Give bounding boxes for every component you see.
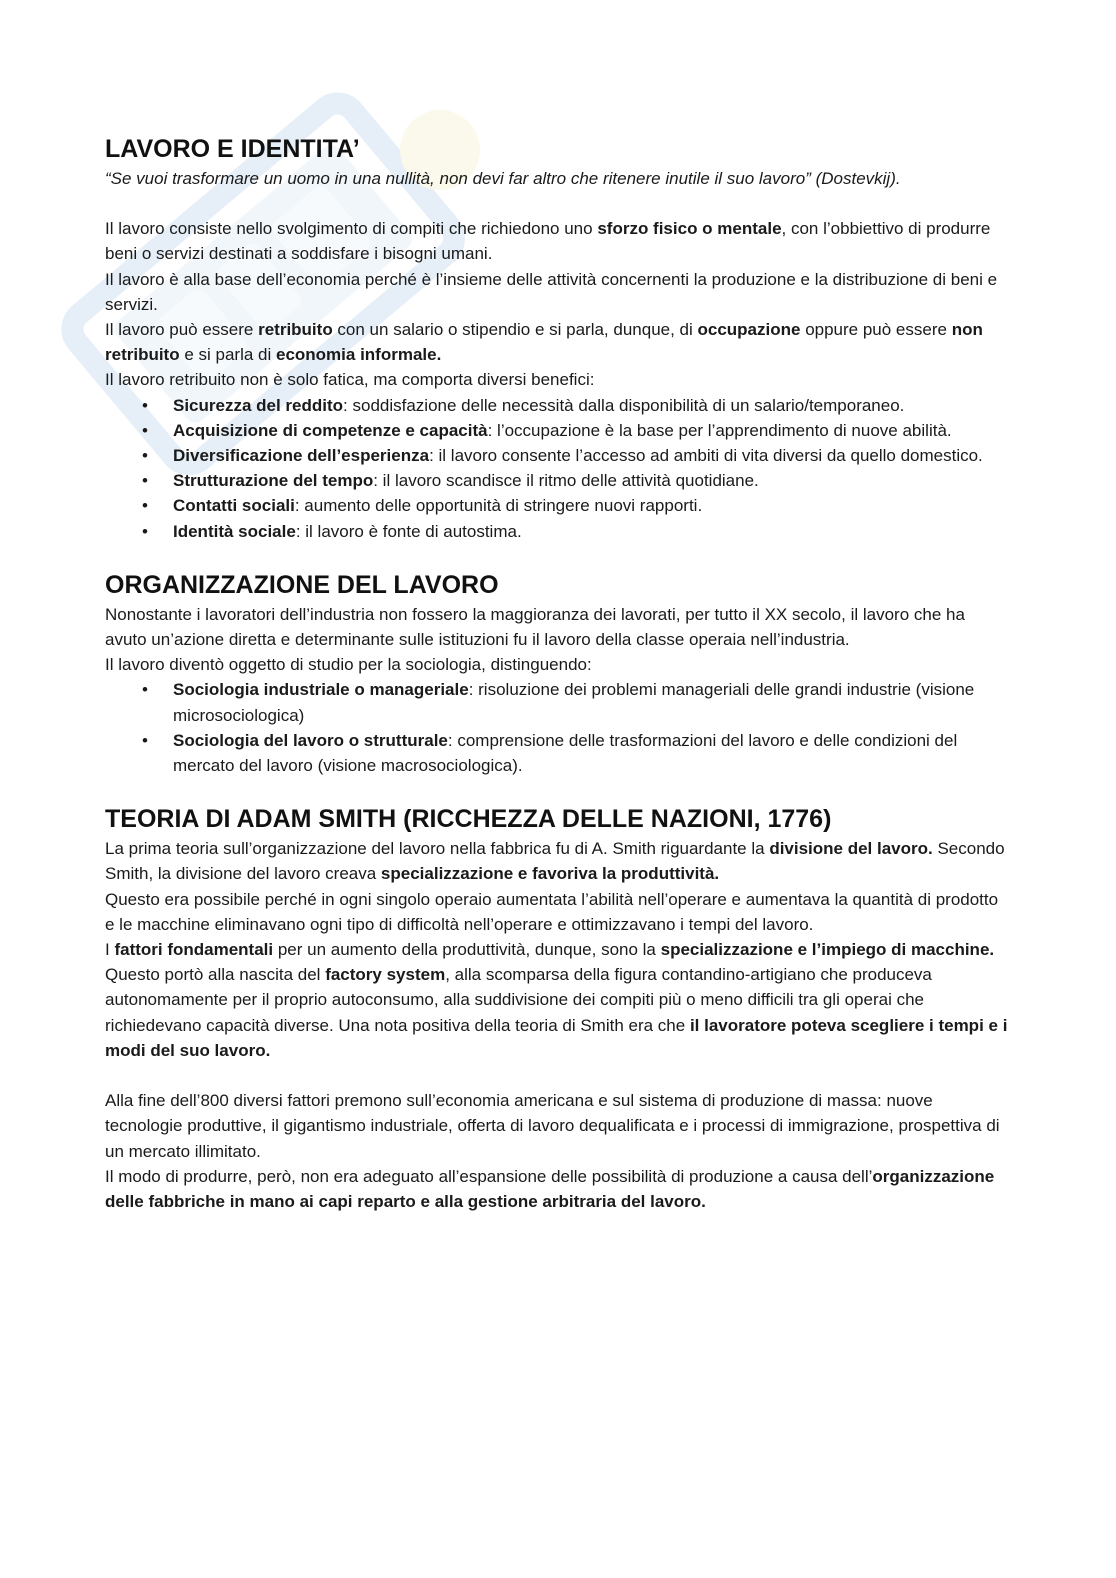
bullet-icon: • <box>142 496 148 516</box>
paragraph: Il lavoro è alla base dell’economia perché è l’insieme delle attività concernenti la produzione e la distribuzione di beni e servizi. <box>105 269 998 314</box>
bullet-icon: • <box>142 420 148 440</box>
list-item: • Contatti sociali: aumento delle opportunità di stringere nuovi rapporti. <box>105 493 1010 518</box>
benefits-list <box>105 393 1010 544</box>
paragraph: Questo portò alla nascita del factory system, alla scomparsa della figura contandino-artigiano che produceva autonomamente per il proprio autoconsumo, alla suddivisione dei compiti più o meno difficili tra gli operai che richiedevano capacità diverse. Una nota positiva della teoria di Smith era che il lavoratore poteva scegliere i tempi e i modi del suo lavoro. <box>105 965 1008 1060</box>
sociology-list <box>105 677 1010 778</box>
bullet-icon: • <box>142 521 148 541</box>
bullet-icon: • <box>142 730 148 750</box>
paragraph: Il lavoro consiste nello svolgimento di compiti che richiedono uno sforzo fisico o mentale, con l’obbiettivo di produrre beni o servizi destinati a soddisfare i bisogni umani. <box>105 219 991 264</box>
list-item: • Sociologia del lavoro o strutturale: comprensione delle trasformazioni del lavoro e delle condizioni del mercato del lavoro (visione macrosociologica). <box>105 728 1010 778</box>
bullet-icon: • <box>142 446 148 466</box>
list-item: • Diversificazione dell’esperienza: il lavoro consente l’accesso ad ambiti di vita diversi da quello domestico. <box>105 443 1010 468</box>
paragraph: La prima teoria sull’organizzazione del lavoro nella fabbrica fu di A. Smith riguardante la divisione del lavoro. Secondo Smith, la divisione del lavoro creava specializzazione e favoriva la produttività. <box>105 839 1005 884</box>
paragraph: Il lavoro retribuito non è solo fatica, ma comporta diversi benefici: <box>105 370 595 390</box>
section-title-lavoro-identita: LAVORO E IDENTITA’ <box>105 135 360 163</box>
paragraph: Il lavoro può essere retribuito con un salario o stipendio e si parla, dunque, di occupazione oppure può essere non retribuito e si parla di economia informale. <box>105 320 983 365</box>
paragraph: Il modo di produrre, però, non era adeguato all’espansione delle possibilità di produzione a causa dell’organizzazione delle fabbriche in mano ai capi reparto e alla gestione arbitraria del lavoro. <box>105 1166 995 1211</box>
list-item: • Sociologia industriale o manageriale: risoluzione dei problemi manageriali delle grandi industrie (visione microsociologica) <box>105 677 1010 727</box>
section-title-organizzazione: ORGANIZZAZIONE DEL LAVORO <box>105 570 499 599</box>
section-title-adam-smith: TEORIA DI ADAM SMITH (RICCHEZZA DELLE NAZIONI, 1776) <box>105 805 832 834</box>
bullet-icon: • <box>142 680 148 700</box>
paragraph: Nonostante i lavoratori dell’industria non fossero la maggioranza dei lavorati, per tutto il XX secolo, il lavoro che ha avuto un’azione diretta e determinante sulle istituzioni fu il lavoro della classe operaia nell’industria. <box>105 604 965 650</box>
list-item: • Identità sociale: il lavoro è fonte di autostima. <box>105 519 1010 544</box>
document-page <box>105 132 1010 1214</box>
quote-dostoevskij: “Se vuoi trasformare un uomo in una nullità, non devi far altro che ritenere inutile il suo lavoro” (Dostevkij). <box>105 169 901 188</box>
bullet-icon: • <box>142 395 148 415</box>
paragraph: Il lavoro diventò oggetto di studio per la sociologia, distinguendo: <box>105 655 592 675</box>
paragraph: Questo era possibile perché in ogni singolo operaio aumentata l’abilità nell’operare e aumentava la quantità di prodotto e le macchine eliminavano ogni tipo di difficoltà nell’operare e ottimizzavano i tempi del lavoro. <box>105 889 999 934</box>
list-item: • Strutturazione del tempo: il lavoro scandisce il ritmo delle attività quotidiane. <box>105 468 1010 493</box>
paragraph: I fattori fondamentali per un aumento della produttività, dunque, sono la specializzazione e l’impiego di macchine. <box>105 940 995 960</box>
bullet-icon: • <box>142 471 148 491</box>
paragraph: Alla fine dell’800 diversi fattori premono sull’economia americana e sul sistema di produzione di massa: nuove tecnologie produttive, il gigantismo industriale, offerta di lavoro dequalificata e i processi di immigrazione, prospettiva di un mercato illimitato. <box>105 1091 1000 1161</box>
list-item: • Acquisizione di competenze e capacità: l’occupazione è la base per l’apprendimento di nuove abilità. <box>105 418 1010 443</box>
list-item: • Sicurezza del reddito: soddisfazione delle necessità dalla disponibilità di un salario/temporaneo. <box>105 393 1010 418</box>
